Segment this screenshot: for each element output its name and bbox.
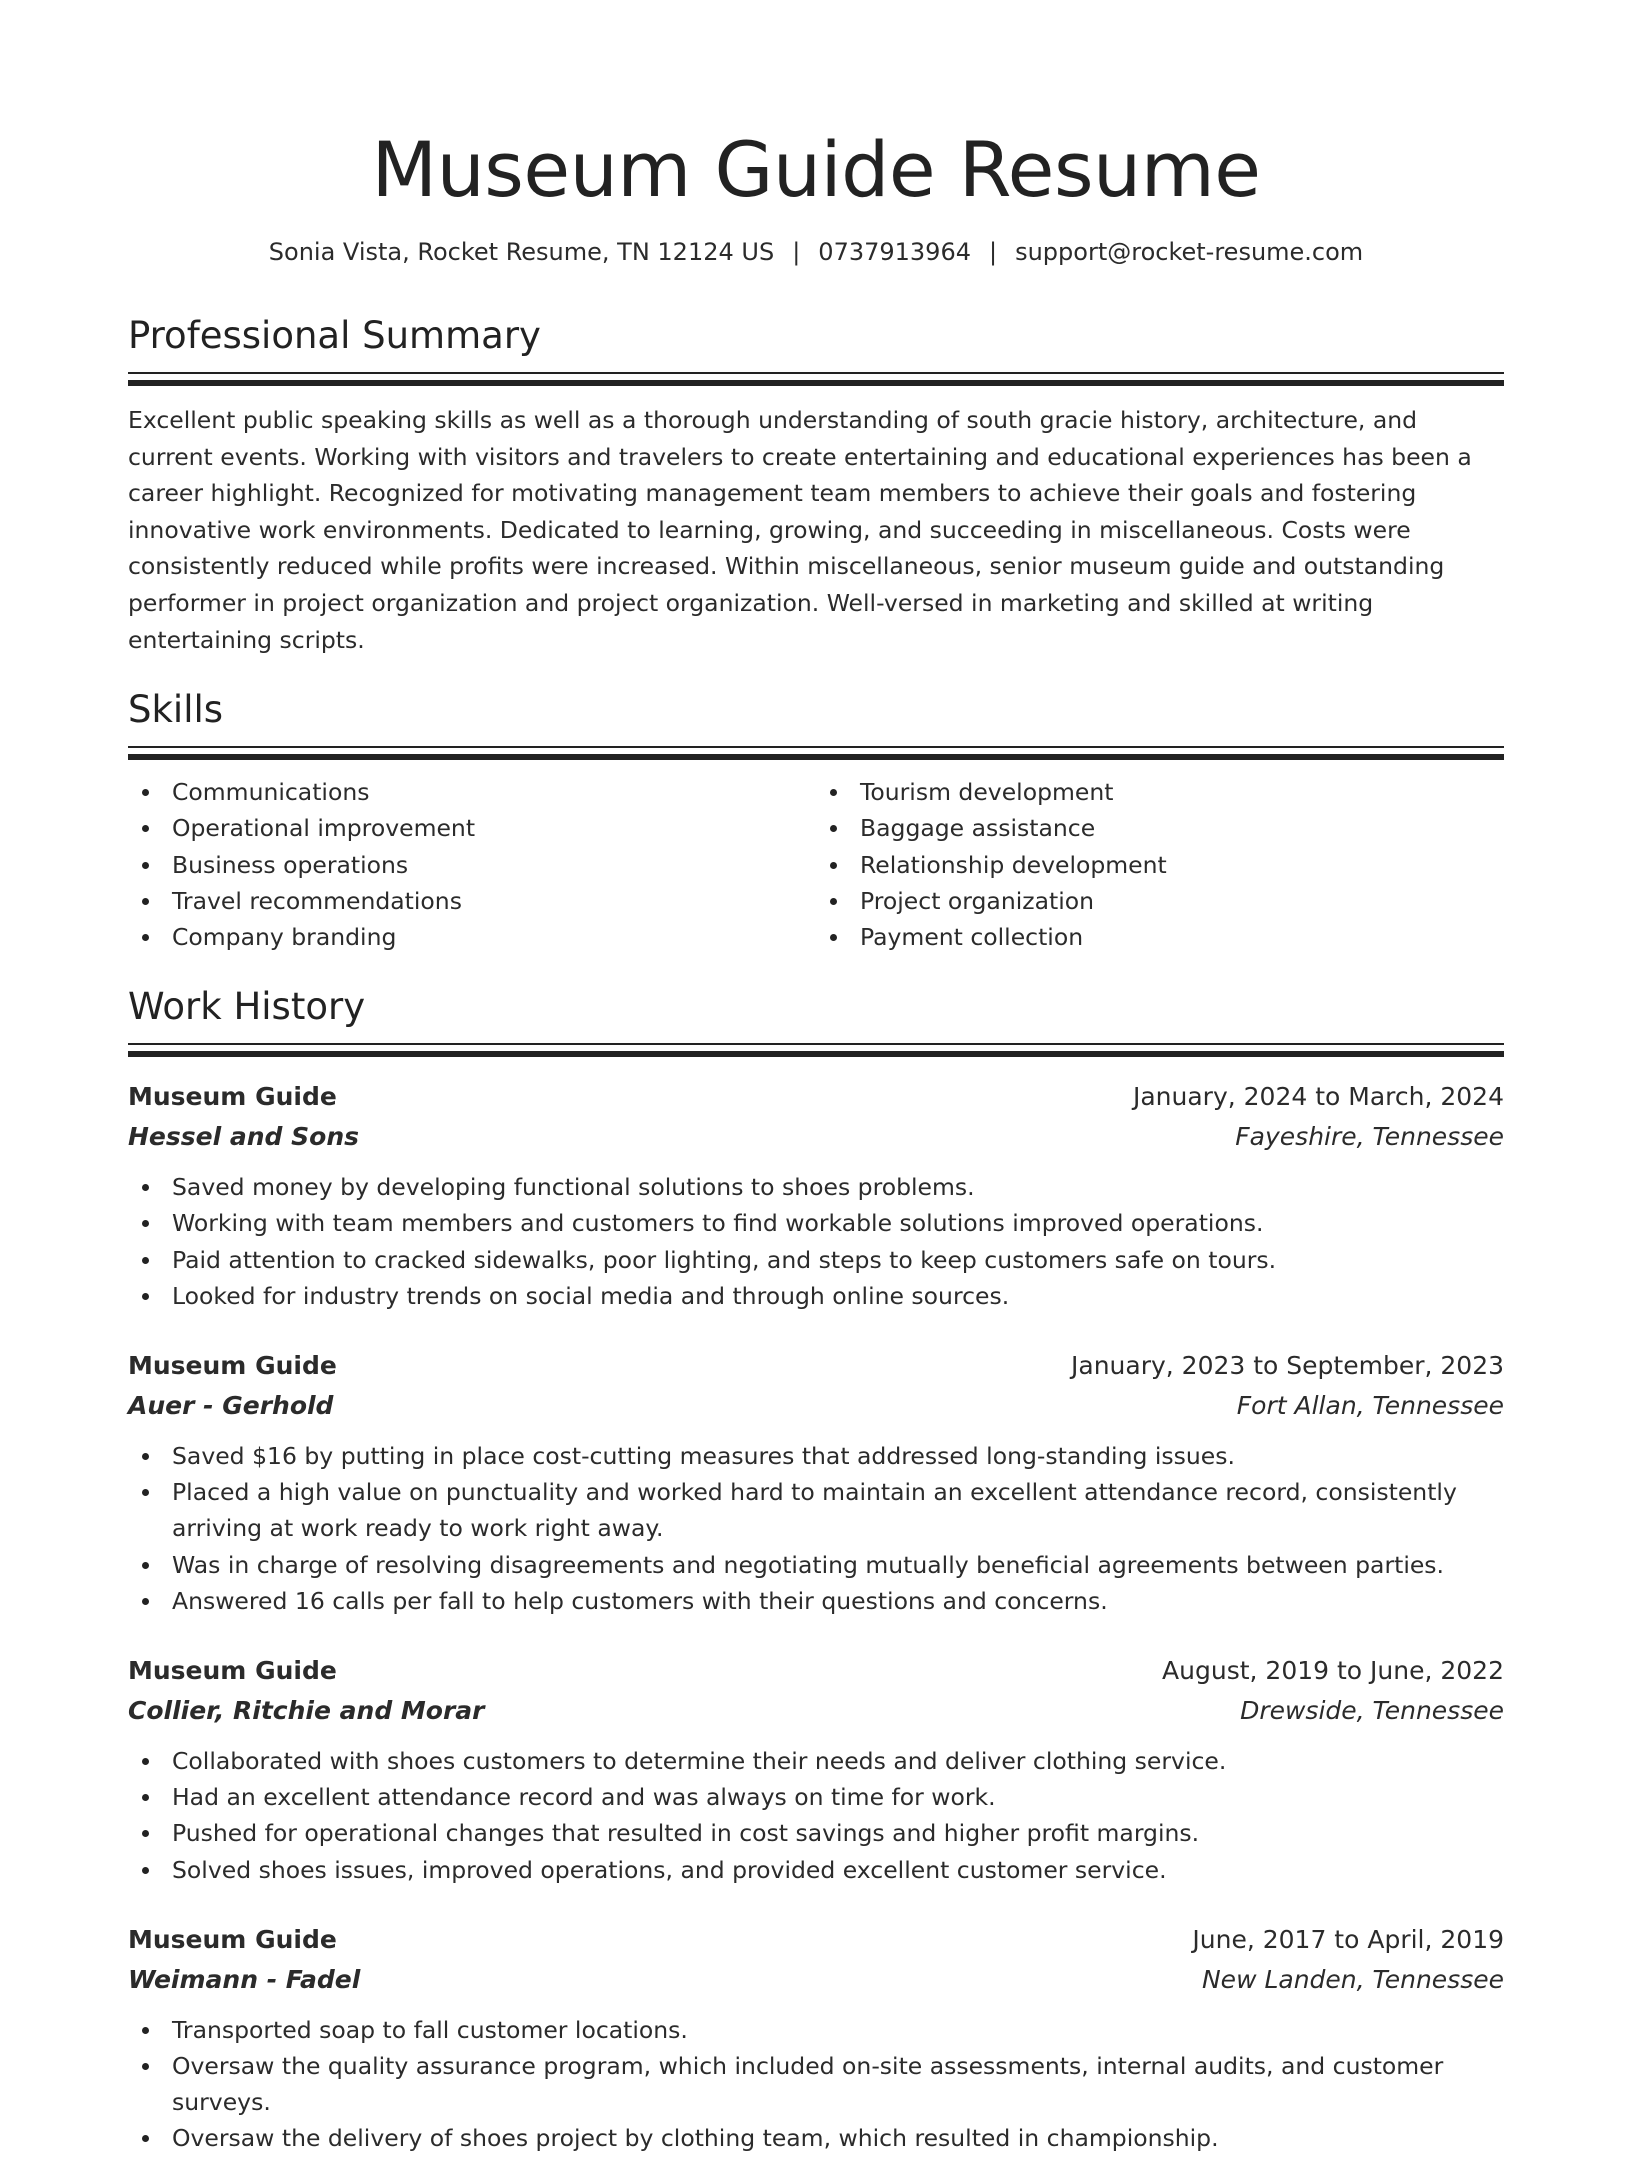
skill-item: Tourism development (816, 774, 1504, 810)
skill-item: Business operations (128, 847, 816, 883)
job-dates: June, 2017 to April, 2019 (1192, 1924, 1504, 1954)
job-bullet: Answered 16 calls per fall to help customers with their questions and concerns. (128, 1583, 1504, 1619)
job-bullets (128, 1169, 1504, 1314)
section-heading: Skills (128, 688, 224, 732)
job-entry (128, 1346, 1504, 1619)
job-dates: January, 2024 to March, 2024 (1132, 1082, 1504, 1112)
job-bullet: Had an excellent attendance record and was always on time for work. (128, 1779, 1504, 1815)
skill-item: Travel recommendations (128, 883, 816, 919)
job-bullet: Solved shoes issues, improved operations, and provided excellent customer service. (128, 1852, 1504, 1888)
summary-text: Excellent public speaking skills as well as a thorough understanding of south gracie history, architecture, and current events. Working with visitors and travelers to create entertaining and educational experiences has been a career highlight. Recognized for motivating management team members to achieve their goals and fostering innovative work environments. Dedicated to learning, growing, and succeeding in miscellaneous. Costs were consistently reduced while profits were increased. Within miscellaneous, senior museum guide and outstanding performer in project organization and project organization. Well-versed in marketing and skilled at writing entertaining scripts. (128, 406, 1472, 654)
job-title: Museum Guide (128, 1656, 337, 1685)
job-company: Auer - Gerhold (128, 1390, 334, 1420)
job-location: New Landen, Tennessee (1201, 1964, 1504, 1994)
job-title: Museum Guide (128, 1350, 337, 1380)
resume-page (128, 0, 1504, 2157)
contact-separator: | (792, 238, 801, 266)
contact-separator: | (989, 238, 998, 266)
job-bullet: Was in charge of resolving disagreements and negotiating mutually beneficial agreements between parties. (128, 1547, 1504, 1583)
job-bullet: Working with team members and customers to find workable solutions improved operations. (128, 1205, 1504, 1241)
skill-item: Operational improvement (128, 810, 816, 846)
contact-address: Sonia Vista, Rocket Resume, TN 12124 US (268, 238, 775, 266)
job-bullet: Saved money by developing functional solutions to shoes problems. (128, 1169, 1504, 1205)
job-bullet: Paid attention to cracked sidewalks, poor lighting, and steps to keep customers safe on tours. (128, 1242, 1504, 1278)
skills-right-column (816, 774, 1504, 955)
job-entry (128, 1077, 1504, 1314)
job-company: Weimann - Fadel (128, 1964, 361, 1994)
job-title: Museum Guide (128, 1924, 337, 1954)
job-bullet: Collaborated with shoes customers to determine their needs and deliver clothing service. (128, 1743, 1504, 1779)
job-dates: August, 2019 to June, 2022 (1162, 1656, 1504, 1685)
job-company: Hessel and Sons (128, 1122, 359, 1152)
work-history-section (128, 985, 1504, 2156)
job-bullets (128, 1743, 1504, 1888)
job-dates: January, 2023 to September, 2023 (1071, 1350, 1504, 1380)
section-divider (128, 1043, 1504, 1057)
job-company: Collier, Ritchie and Morar (128, 1696, 485, 1725)
skill-item: Communications (128, 774, 816, 810)
job-bullet: Placed a high value on punctuality and worked hard to maintain an excellent attendance record, consistently arriving at work ready to work right away. (128, 1474, 1504, 1546)
job-bullet: Transported soap to fall customer locations. (128, 2012, 1504, 2048)
job-bullets (128, 1438, 1504, 1619)
page-title: Museum Guide Resume (371, 125, 1261, 214)
skill-item: Project organization (816, 883, 1504, 919)
job-location: Drewside, Tennessee (1240, 1696, 1504, 1725)
contact-phone: 0737913964 (818, 238, 971, 266)
job-title: Museum Guide (128, 1082, 337, 1112)
skill-item: Relationship development (816, 847, 1504, 883)
job-location: Fayeshire, Tennessee (1235, 1122, 1504, 1152)
skill-item: Company branding (128, 919, 816, 955)
section-heading: Work History (128, 985, 366, 1029)
skills-left-column (128, 774, 816, 955)
job-bullet: Pushed for operational changes that resulted in cost savings and higher profit margins. (128, 1815, 1504, 1851)
job-location: Fort Allan, Tennessee (1236, 1390, 1504, 1420)
job-bullet: Looked for industry trends on social media and through online sources. (128, 1278, 1504, 1314)
skills-columns (128, 774, 1504, 955)
job-bullet: Oversaw the quality assurance program, which included on-site assessments, internal audits, and customer surveys. (128, 2048, 1504, 2120)
job-bullet: Oversaw the delivery of shoes project by clothing team, which resulted in championship. (128, 2120, 1504, 2156)
skills-section (128, 688, 1504, 955)
skill-item: Payment collection (816, 919, 1504, 955)
section-heading: Professional Summary (128, 314, 541, 357)
job-entry (128, 1651, 1504, 1888)
professional-summary-section (128, 314, 1504, 658)
skill-item: Baggage assistance (816, 810, 1504, 846)
contact-line (128, 236, 1504, 268)
section-divider (128, 746, 1504, 760)
section-divider (128, 372, 1504, 386)
contact-email: support@rocket-resume.com (1015, 238, 1364, 266)
job-bullet: Saved $16 by putting in place cost-cutting measures that addressed long-standing issues. (128, 1438, 1504, 1474)
job-entry (128, 1920, 1504, 2157)
job-bullets (128, 2012, 1504, 2157)
